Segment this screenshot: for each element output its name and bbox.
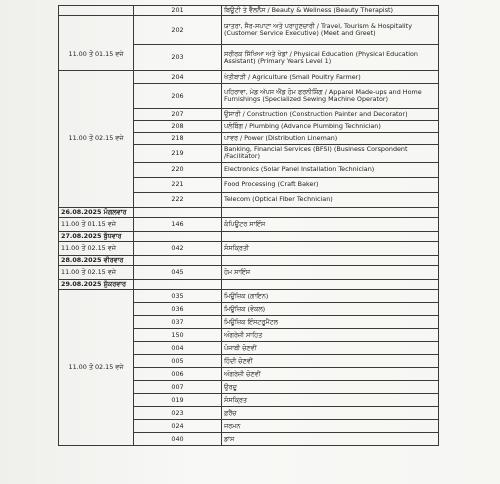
time-cell: 11.00 ਤੋਂ 02.15 ਵਜੇ (59, 266, 134, 280)
subject-code: 045 (134, 266, 222, 280)
exam-date: 26.08.2025 ਮੰਗਲਵਾਰ (59, 207, 134, 217)
table-row (59, 290, 439, 303)
subject-name: ਯਾਤਰਾ, ਸੈਰ-ਸਪਾਟਾ ਅਤੇ ਪਰਾਹੁਣਚਾਰੀ / Travel, Tourism & Hospitality (Customer Service Executive) (Meet and Greet) (222, 16, 439, 45)
subject-code: 036 (134, 303, 222, 316)
subject-name: ਪਹਿਰਾਵਾ, ਮੇਡ ਅੱਪਸ ਐਂਡ ਹੋਮ ਫਰਨੀਸ਼ਿੰਗ / Apparel Made-ups and Home Furnishings (Specialized Sewing Machine Operator) (222, 84, 439, 109)
subject-code: 024 (134, 420, 222, 433)
subject-name: Electronics (Solar Panel Installation Technician) (222, 162, 439, 177)
table-row (59, 242, 439, 256)
table-row (59, 71, 439, 84)
subject-name: ਬਿਊਟੀ ਤੇ ਵੈੱਲਨੈੱਸ / Beauty & Wellness (Beauty Therapist) (222, 6, 439, 16)
subject-name: ਸਰੀਰਕ ਸਿੱਖਿਆ ਅਤੇ ਖੇਡਾਂ / Physical Education (Physical Education Assistant) (Primary Years Level 1) (222, 45, 439, 71)
table-row (59, 6, 439, 16)
exam-date: 28.08.2025 ਵੀਰਵਾਰ (59, 256, 134, 266)
subject-name: ਉਰਦੂ (222, 381, 439, 394)
time-cell: 11.00 ਤੋਂ 02.15 ਵਜੇ (59, 242, 134, 256)
time-cell: 11.00 ਤੋਂ 01.15 ਵਜੇ (59, 217, 134, 231)
subject-code: 150 (134, 329, 222, 342)
subject-code: 004 (134, 342, 222, 355)
subject-code: 146 (134, 217, 222, 231)
date-row (59, 207, 439, 217)
exam-date: 27.08.2025 ਬੁੱਧਵਾਰ (59, 231, 134, 241)
subject-name: ਡਾਂਸ (222, 433, 439, 446)
exam-timetable (58, 5, 439, 446)
subject-name: ਕੰਪਿਊਟਰ ਸਾਇੰਸ (222, 217, 439, 231)
subject-name: ਸੰਸਕ੍ਰਿਤੀ (222, 242, 439, 256)
subject-code: 040 (134, 433, 222, 446)
date-row (59, 256, 439, 266)
subject-code: 219 (134, 145, 222, 162)
subject-code: 006 (134, 368, 222, 381)
subject-name: ਮਿਊਜ਼ਿਕ (ਵੋਕਲ) (222, 303, 439, 316)
table-row (59, 266, 439, 280)
subject-name: Telecom (Optical Fiber Technician) (222, 192, 439, 207)
subject-code: 023 (134, 407, 222, 420)
subject-name: Food Processing (Craft Baker) (222, 177, 439, 192)
subject-name: ਅੰਗਰੇਜ਼ੀ ਸਾਹਿਤ (222, 329, 439, 342)
time-cell: 11.00 ਤੋਂ 01.15 ਵਜੇ (59, 16, 134, 71)
subject-name: ਪਲੰਬਿੰਗ / Plumbing (Advance Plumbing Technician) (222, 121, 439, 133)
subject-name: ਫ਼ਰੈਂਚ (222, 407, 439, 420)
subject-code: 007 (134, 381, 222, 394)
time-cell: 11.00 ਤੋਂ 02.15 ਵਜੇ (59, 290, 134, 446)
subject-code: 222 (134, 192, 222, 207)
subject-code: 019 (134, 394, 222, 407)
subject-name: ਪਾਵਰ / Power (Distribution Lineman) (222, 133, 439, 145)
table-row (59, 16, 439, 45)
table-row (59, 217, 439, 231)
subject-code: 035 (134, 290, 222, 303)
date-row (59, 231, 439, 241)
subject-code: 201 (134, 6, 222, 16)
subject-name: ਮਿਊਜ਼ਿਕ ਇੰਸਟਰੂਮੈਂਟਲ (222, 316, 439, 329)
subject-code: 203 (134, 45, 222, 71)
subject-code: 042 (134, 242, 222, 256)
exam-date: 29.08.2025 ਸ਼ੁੱਕਰਵਾਰ (59, 280, 134, 290)
subject-name: ਮਿਊਜ਼ਿਕ (ਗਾਇਨ) (222, 290, 439, 303)
subject-code: 218 (134, 133, 222, 145)
subject-code: 037 (134, 316, 222, 329)
subject-code: 208 (134, 121, 222, 133)
subject-code: 220 (134, 162, 222, 177)
subject-name: ਅੰਗਰੇਜ਼ੀ ਚੋਣਵੀਂ (222, 368, 439, 381)
subject-code: 202 (134, 16, 222, 45)
subject-name: ਖੇਤੀਬਾੜੀ / Agriculture (Small Poultry Farmer) (222, 71, 439, 84)
subject-code: 204 (134, 71, 222, 84)
subject-code: 207 (134, 109, 222, 121)
subject-name: ਪੰਜਾਬੀ ਚੋਣਵੀਂ (222, 342, 439, 355)
subject-code: 221 (134, 177, 222, 192)
subject-name: ਸੰਸਕ੍ਰਿਤ (222, 394, 439, 407)
subject-code: 005 (134, 355, 222, 368)
subject-name: ਹੋਮ ਸਾਇੰਸ (222, 266, 439, 280)
time-cell (59, 6, 134, 16)
subject-code: 206 (134, 84, 222, 109)
time-cell: 11.00 ਤੋਂ 02.15 ਵਜੇ (59, 71, 134, 207)
subject-name: ਹਿੰਦੀ ਚੋਣਵੀਂ (222, 355, 439, 368)
subject-name: Banking, Financial Services (BFSI) (Business Corspondent /Facilitator) (222, 145, 439, 162)
subject-name: ਉਸਾਰੀ / Construction (Construction Painter and Decorator) (222, 109, 439, 121)
subject-name: ਜਰਮਨ (222, 420, 439, 433)
date-row (59, 280, 439, 290)
